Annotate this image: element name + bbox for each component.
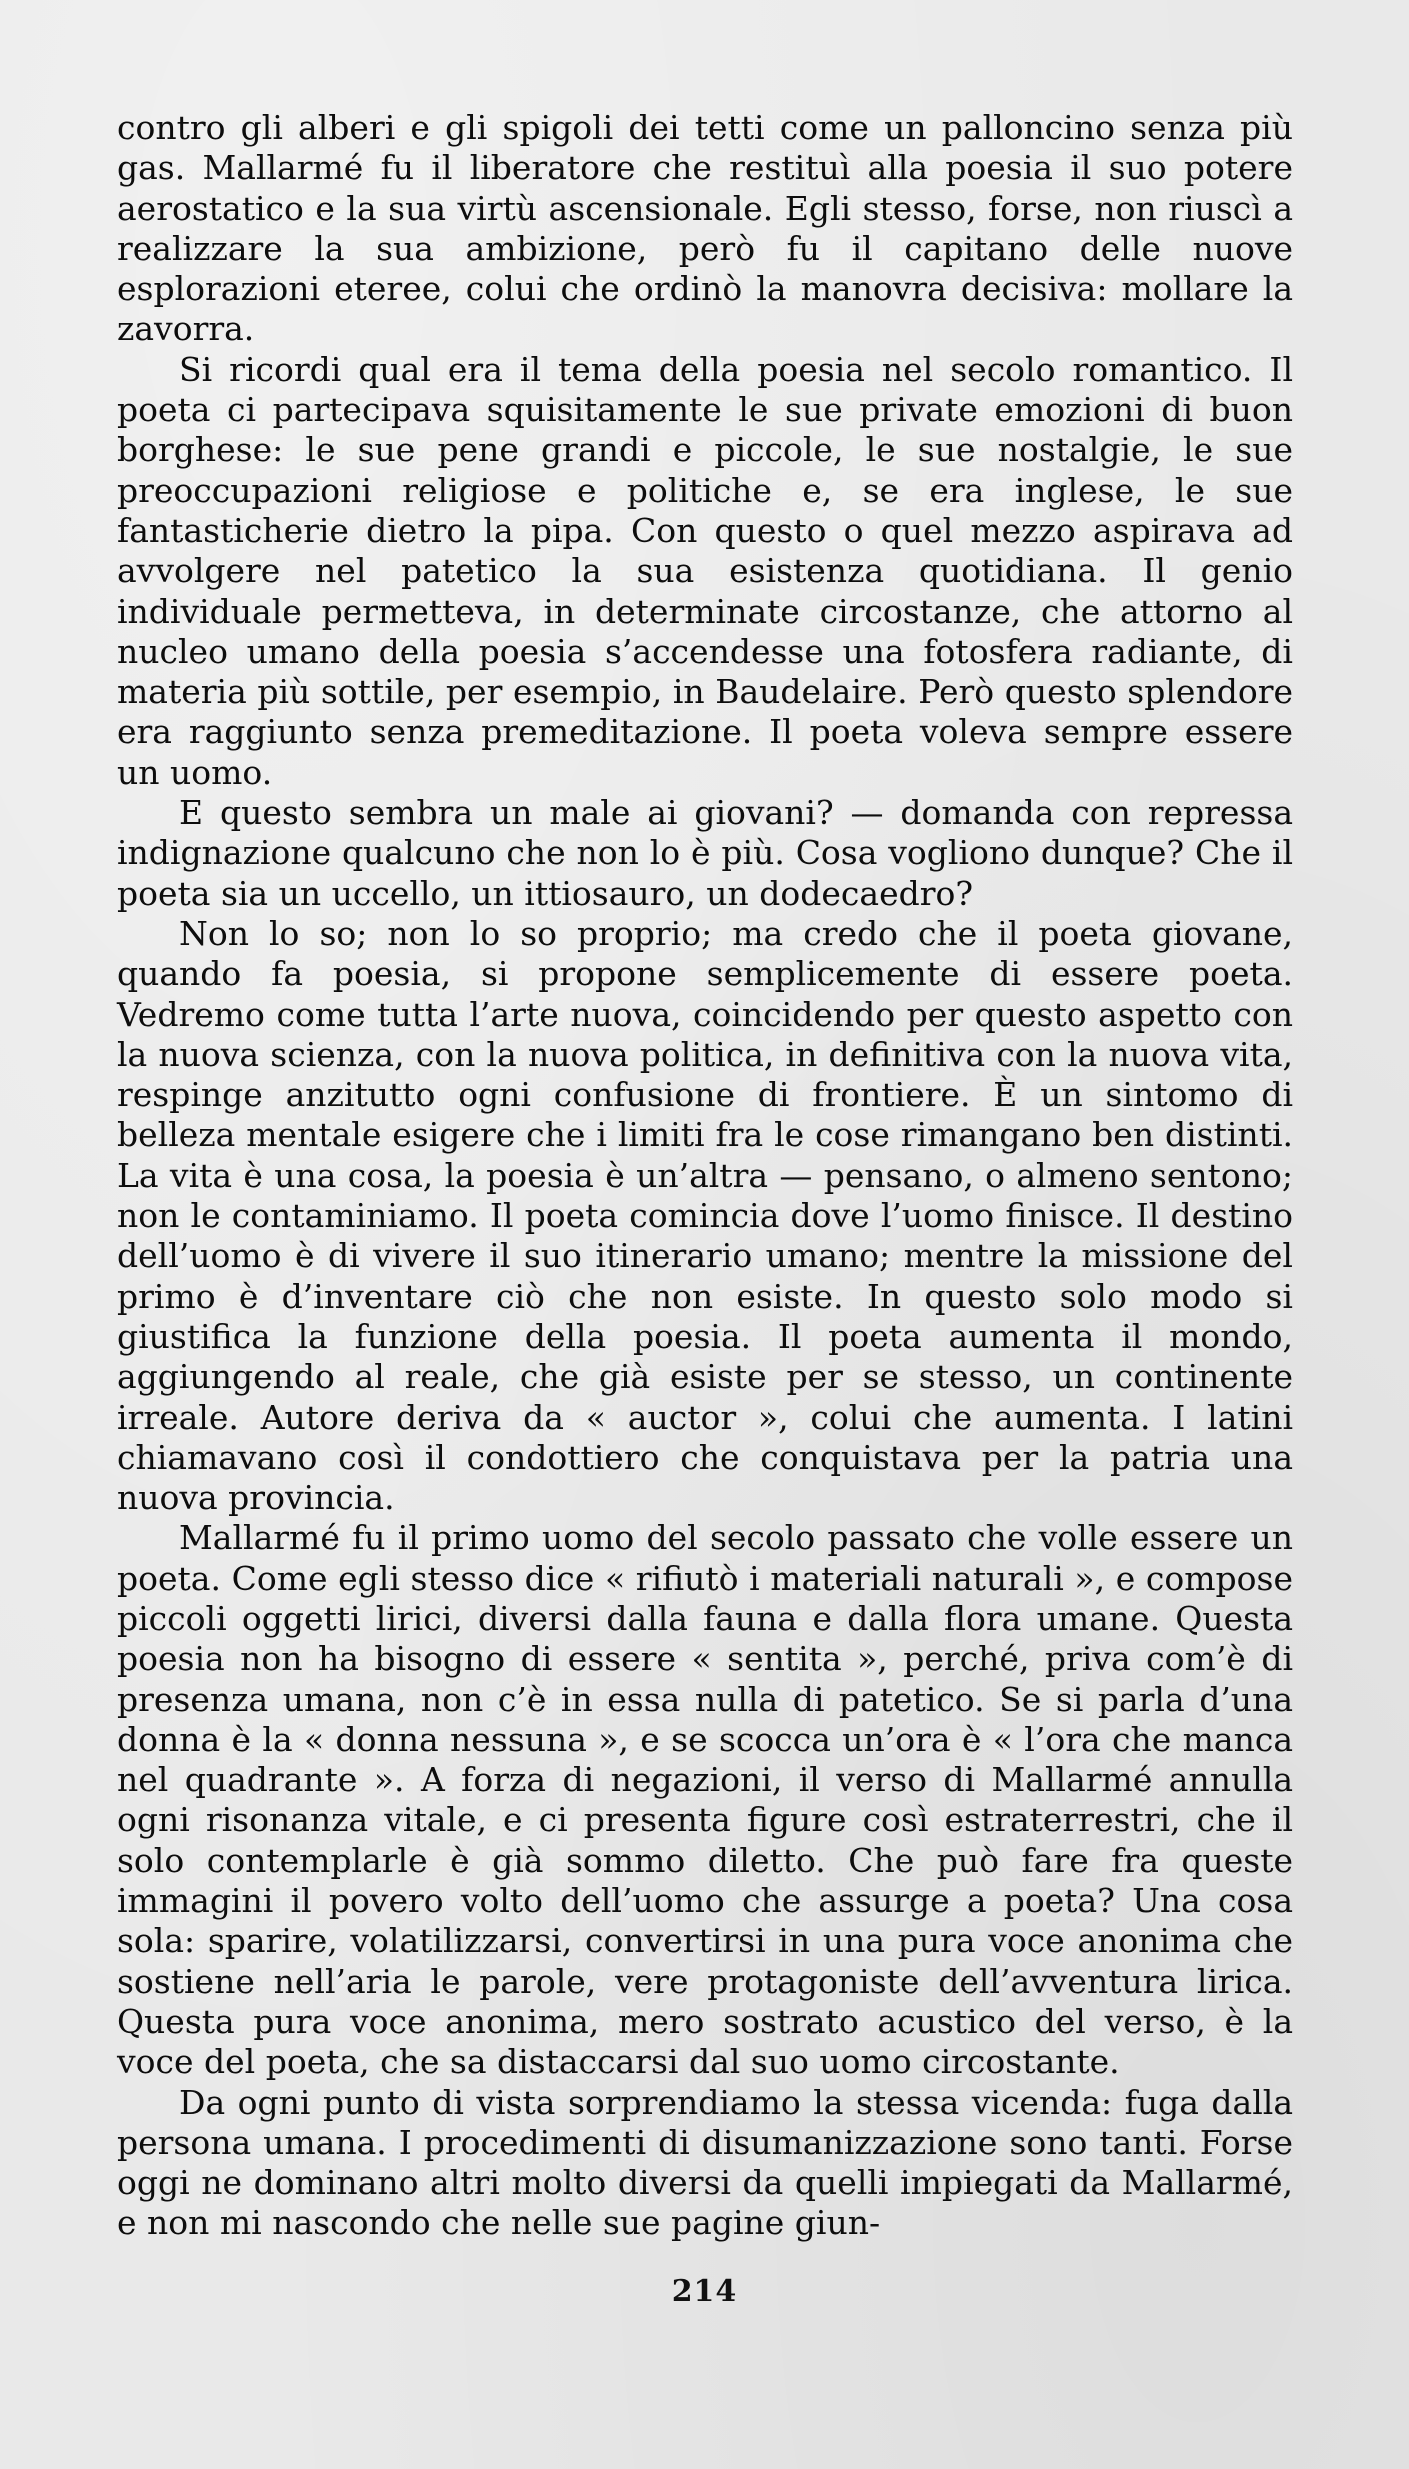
paragraph-objection: E questo sembra un male ai giovani? — domanda con repressa indignazione qualcuno che non lo è più. Cosa vogliono dunque? Che il poeta sia un uccello, un ittiosauro, un dodecaedro? — [117, 793, 1293, 913]
page-number: 214 — [671, 2274, 738, 2309]
paragraph-dehumanization: Da ogni punto di vista sorprendiamo la stessa vicenda: fuga dalla persona umana. I procedimenti di disumanizzazione sono tanti. Forse oggi ne dominano altri molto diversi da quelli impiegati da Mallarmé, e non mi nascondo che nelle sue pagine giun- — [117, 2082, 1293, 2243]
paragraph-continuation: contro gli alberi e gli spigoli dei tetti come un palloncino senza più gas. Mallarmé fu il liberatore che restituì alla poesia il suo potere aerostatico e la sua virtù ascensionale. Egli stesso, forse, non riuscì a realizzare la sua ambizione, però fu il capitano delle nuove esplorazioni eteree, colui che ordinò la manovra decisiva: mollare la zavorra. — [117, 108, 1293, 349]
body-text — [117, 108, 1293, 2244]
paragraph-mallarme: Mallarmé fu il primo uomo del secolo passato che volle essere un poeta. Come egli stesso dice « rifiutò i materiali naturali », e compose piccoli oggetti lirici, diversi dalla fauna e dalla flora umane. Questa poesia non ha bisogno di essere « sentita », perché, priva com’è di presenza umana, non c’è in essa nulla di patetico. Se si parla d’una donna è la « donna nessuna », e se scocca un’ora è « l’ora che manca nel quadrante ». A forza di negazioni, il verso di Mallarmé annulla ogni risonanza vitale, e ci presenta figure così estraterrestri, che il solo contemplarle è già sommo diletto. Che può fare fra queste immagini il povero volto dell’uomo che assurge a poeta? Una cosa sola: sparire, volatilizzarsi, convertirsi in una pura voce anonima che sostiene nell’aria le parole, vere protagoniste dell’avventura lirica. Questa pura voce anonima, mero sostrato acustico del verso, è la voce del poeta, che sa distaccarsi dal suo uomo circostante. — [117, 1518, 1293, 2082]
paragraph-romantic-theme: Si ricordi qual era il tema della poesia nel secolo romantico. Il poeta ci partecipava squisitamente le sue private emozioni di buon borghese: le sue pene grandi e piccole, le sue nostalgie, le sue preoccupazioni religiose e politiche e, se era inglese, le sue fantasticherie dietro la pipa. Con questo o quel mezzo aspirava ad avvolgere nel patetico la sua esistenza quotidiana. Il genio individuale permetteva, in determinate circostanze, che attorno al nucleo umano della poesia s’accendesse una fotosfera radiante, di materia più sottile, per esempio, in Baudelaire. Però questo splendore era raggiunto senza premeditazione. Il poeta voleva sempre essere un uomo. — [117, 349, 1293, 792]
paragraph-young-poet: Non lo so; non lo so proprio; ma credo che il poeta giovane, quando fa poesia, si propone semplicemente di essere poeta. Vedremo come tutta l’arte nuova, coincidendo per questo aspetto con la nuova scienza, con la nuova politica, in definitiva con la nuova vita, respinge anzitutto ogni confusione di frontiere. È un sintomo di belleza mentale esigere che i limiti fra le cose rimangano ben distinti. La vita è una cosa, la poesia è un’altra — pensano, o almeno sentono; non le contaminiamo. Il poeta comincia dove l’uomo finisce. Il destino dell’uomo è di vivere il suo itinerario umano; mentre la missione del primo è d’inventare ciò che non esiste. In questo solo modo si giustifica la funzione della poesia. Il poeta aumenta il mondo, aggiungendo al reale, che già esiste per se stesso, un continente irreale. Autore deriva da « auctor », colui che aumenta. I latini chiamavano così il condottiero che conquistava per la patria una nuova provincia. — [117, 913, 1293, 1518]
